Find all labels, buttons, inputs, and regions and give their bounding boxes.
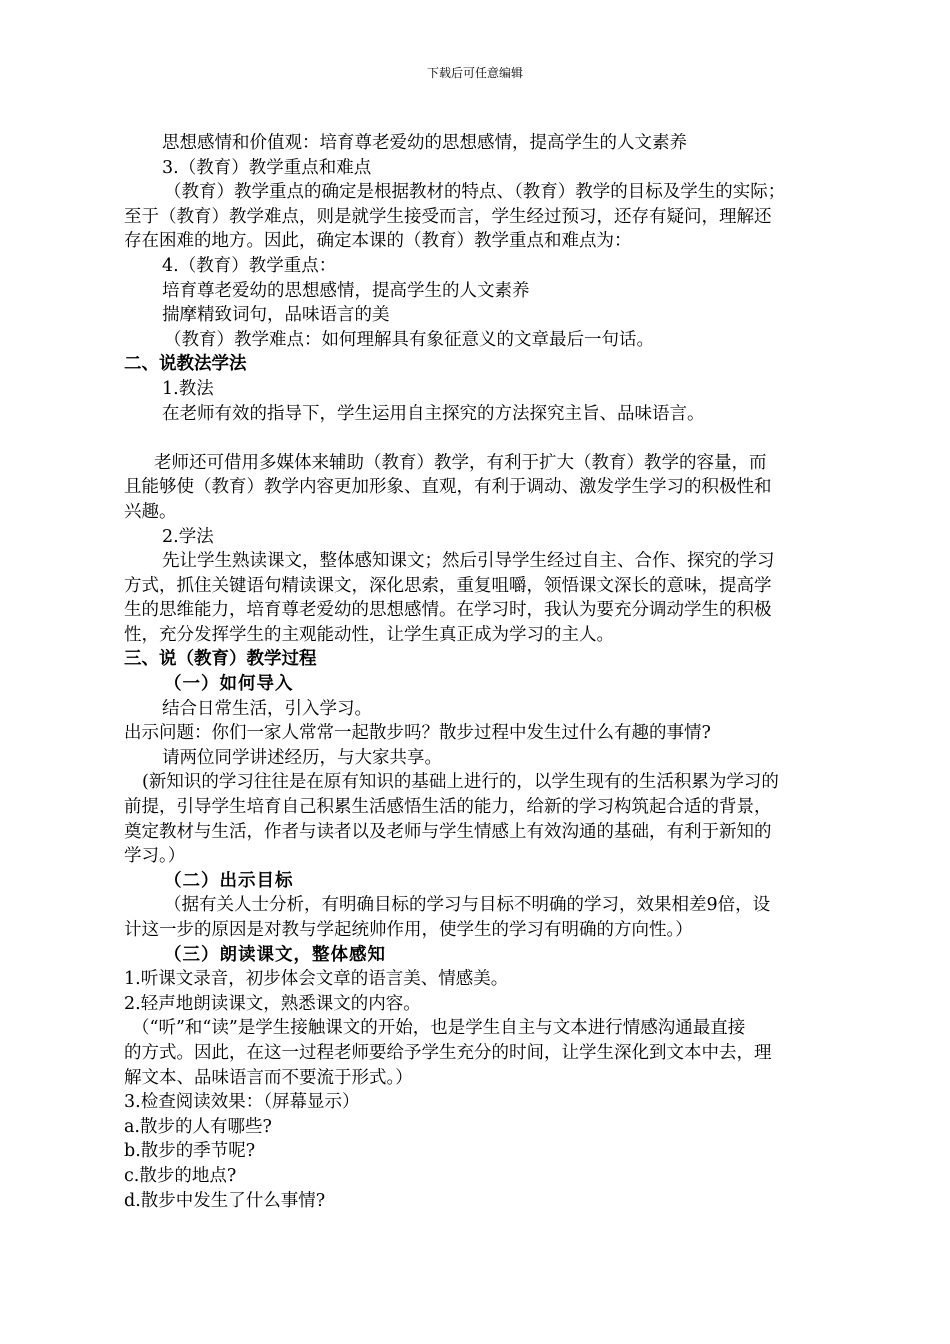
paragraph-line: 老师还可借用多媒体来辅助（教育）教学，有利于扩大（教育）教学的容量，而 [154, 452, 767, 473]
paragraph-line: 计这一步的原因是对教与学起统帅作用，使学生的学习有明确的方向性。） [124, 920, 693, 940]
paragraph-line: 方式，抓住关键语句精读课文，深化思索，重复咀嚼，领悟课文深长的意味，提高学 [124, 575, 772, 596]
paragraph-line: 结合日常生活，引入学习。 [162, 698, 372, 719]
paragraph-line: 奠定教材与生活，作者与读者以及老师与学生情感上有效沟通的基础，有利于新知的 [124, 821, 772, 842]
paragraph-line: 存在困难的地方。因此，确定本课的（教育）教学重点和难点为： [124, 231, 632, 252]
paragraph-line: 且能够使（教育）教学内容更加形象、直观，有利于调动、激发学生学习的积极性和 [124, 477, 772, 498]
paragraph-line: 培育尊老爱幼的思想感情，提高学生的人文素养 [162, 280, 530, 301]
subsection-heading: （三）朗读课文，整体感知 [164, 944, 386, 965]
paragraph-line: 先让学生熟读课文，整体感知课文；然后引导学生经过自主、合作、探究的学习 [162, 551, 775, 572]
chapter-heading: 三、说（教育）教学过程 [124, 649, 317, 670]
paragraph-line: （据有关人士分析，有明确目标的学习与目标不明确的学习，效果相差9倍，设 [164, 895, 771, 916]
paragraph-line: 性，充分发挥学生的主观能动性，让学生真正成为学习的主人。 [124, 624, 614, 645]
paragraph-line: 请两位同学讲述经历，与大家共享。 [162, 747, 442, 768]
list-item: 1.听课文录音，初步体会文章的语言美、情感美。 [124, 969, 509, 990]
paragraph-line: 前提，引导学生培育自己积累生活感悟生活的能力，给新的学习构筑起合适的背景， [124, 797, 772, 818]
list-item: c.散步的地点? [124, 1165, 237, 1186]
subsection-heading: （一）如何导入 [164, 674, 294, 695]
paragraph-line: （教育）教学重点的确定是根据教材的特点、（教育）教学的目标及学生的实际； [164, 182, 786, 203]
list-item: 3.检查阅读效果：（屏幕显示） [124, 1092, 360, 1113]
paragraph-line: 至于（教育）教学难点，则是就学生接受而言，学生经过预习，还存有疑问，理解还 [124, 206, 772, 227]
paragraph-line: (新知识的学习往往是在原有知识的基础上进行的，以学生现有的生活积累为学习的 [142, 772, 779, 793]
paragraph-line: 思想感情和价值观：培育尊老爱幼的思想感情，提高学生的人文素养 [162, 133, 687, 153]
paragraph-line: 出示问题：你们一家人常常一起散步吗？散步过程中发生过什么有趣的事情? [124, 723, 711, 744]
section-heading: 3.（教育）教学重点和难点 [162, 157, 372, 178]
paragraph-line: 兴趣。 [124, 501, 177, 522]
subsection-heading: （二）出示目标 [164, 870, 294, 891]
paragraph-line: （“听”和“读”是学生接触课文的开始，也是学生自主与文本进行情感沟通最直接 [132, 1018, 746, 1039]
paragraph-line: 揣摩精致词句，品味语言的美 [162, 305, 390, 326]
section-heading: 4.（教育）教学重点： [162, 255, 337, 276]
paragraph-line: 的方式。因此，在这一过程老师要给予学生充分的时间，让学生深化到文本中去，理 [124, 1042, 772, 1063]
chapter-heading: 二、说教法学法 [124, 354, 247, 375]
section-heading: 1.教法 [162, 378, 214, 399]
paragraph-line: 在老师有效的指导下，学生运用自主探究的方法探究主旨、品味语言。 [162, 403, 705, 424]
paragraph-line: 解文本、品味语言而不要流于形式。） [124, 1067, 413, 1088]
list-item: 2.轻声地朗读课文，熟悉课文的内容。 [124, 993, 421, 1014]
page-header: 下载后可任意编辑 [426, 66, 523, 80]
list-item: a.散步的人有哪些? [124, 1116, 272, 1137]
paragraph-line: 生的思维能力，培育尊老爱幼的思想感情。在学习时，我认为要充分调动学生的积极 [124, 600, 772, 621]
list-item: d.散步中发生了什么事情? [124, 1190, 326, 1211]
paragraph-line: （教育）教学难点：如何理解具有象征意义的文章最后一句话。 [164, 329, 654, 350]
paragraph-line: 学习。） [124, 846, 186, 867]
section-heading: 2.学法 [162, 526, 214, 547]
list-item: b.散步的季节呢? [124, 1141, 256, 1162]
blank-line [124, 426, 834, 451]
document-body [124, 131, 834, 1213]
